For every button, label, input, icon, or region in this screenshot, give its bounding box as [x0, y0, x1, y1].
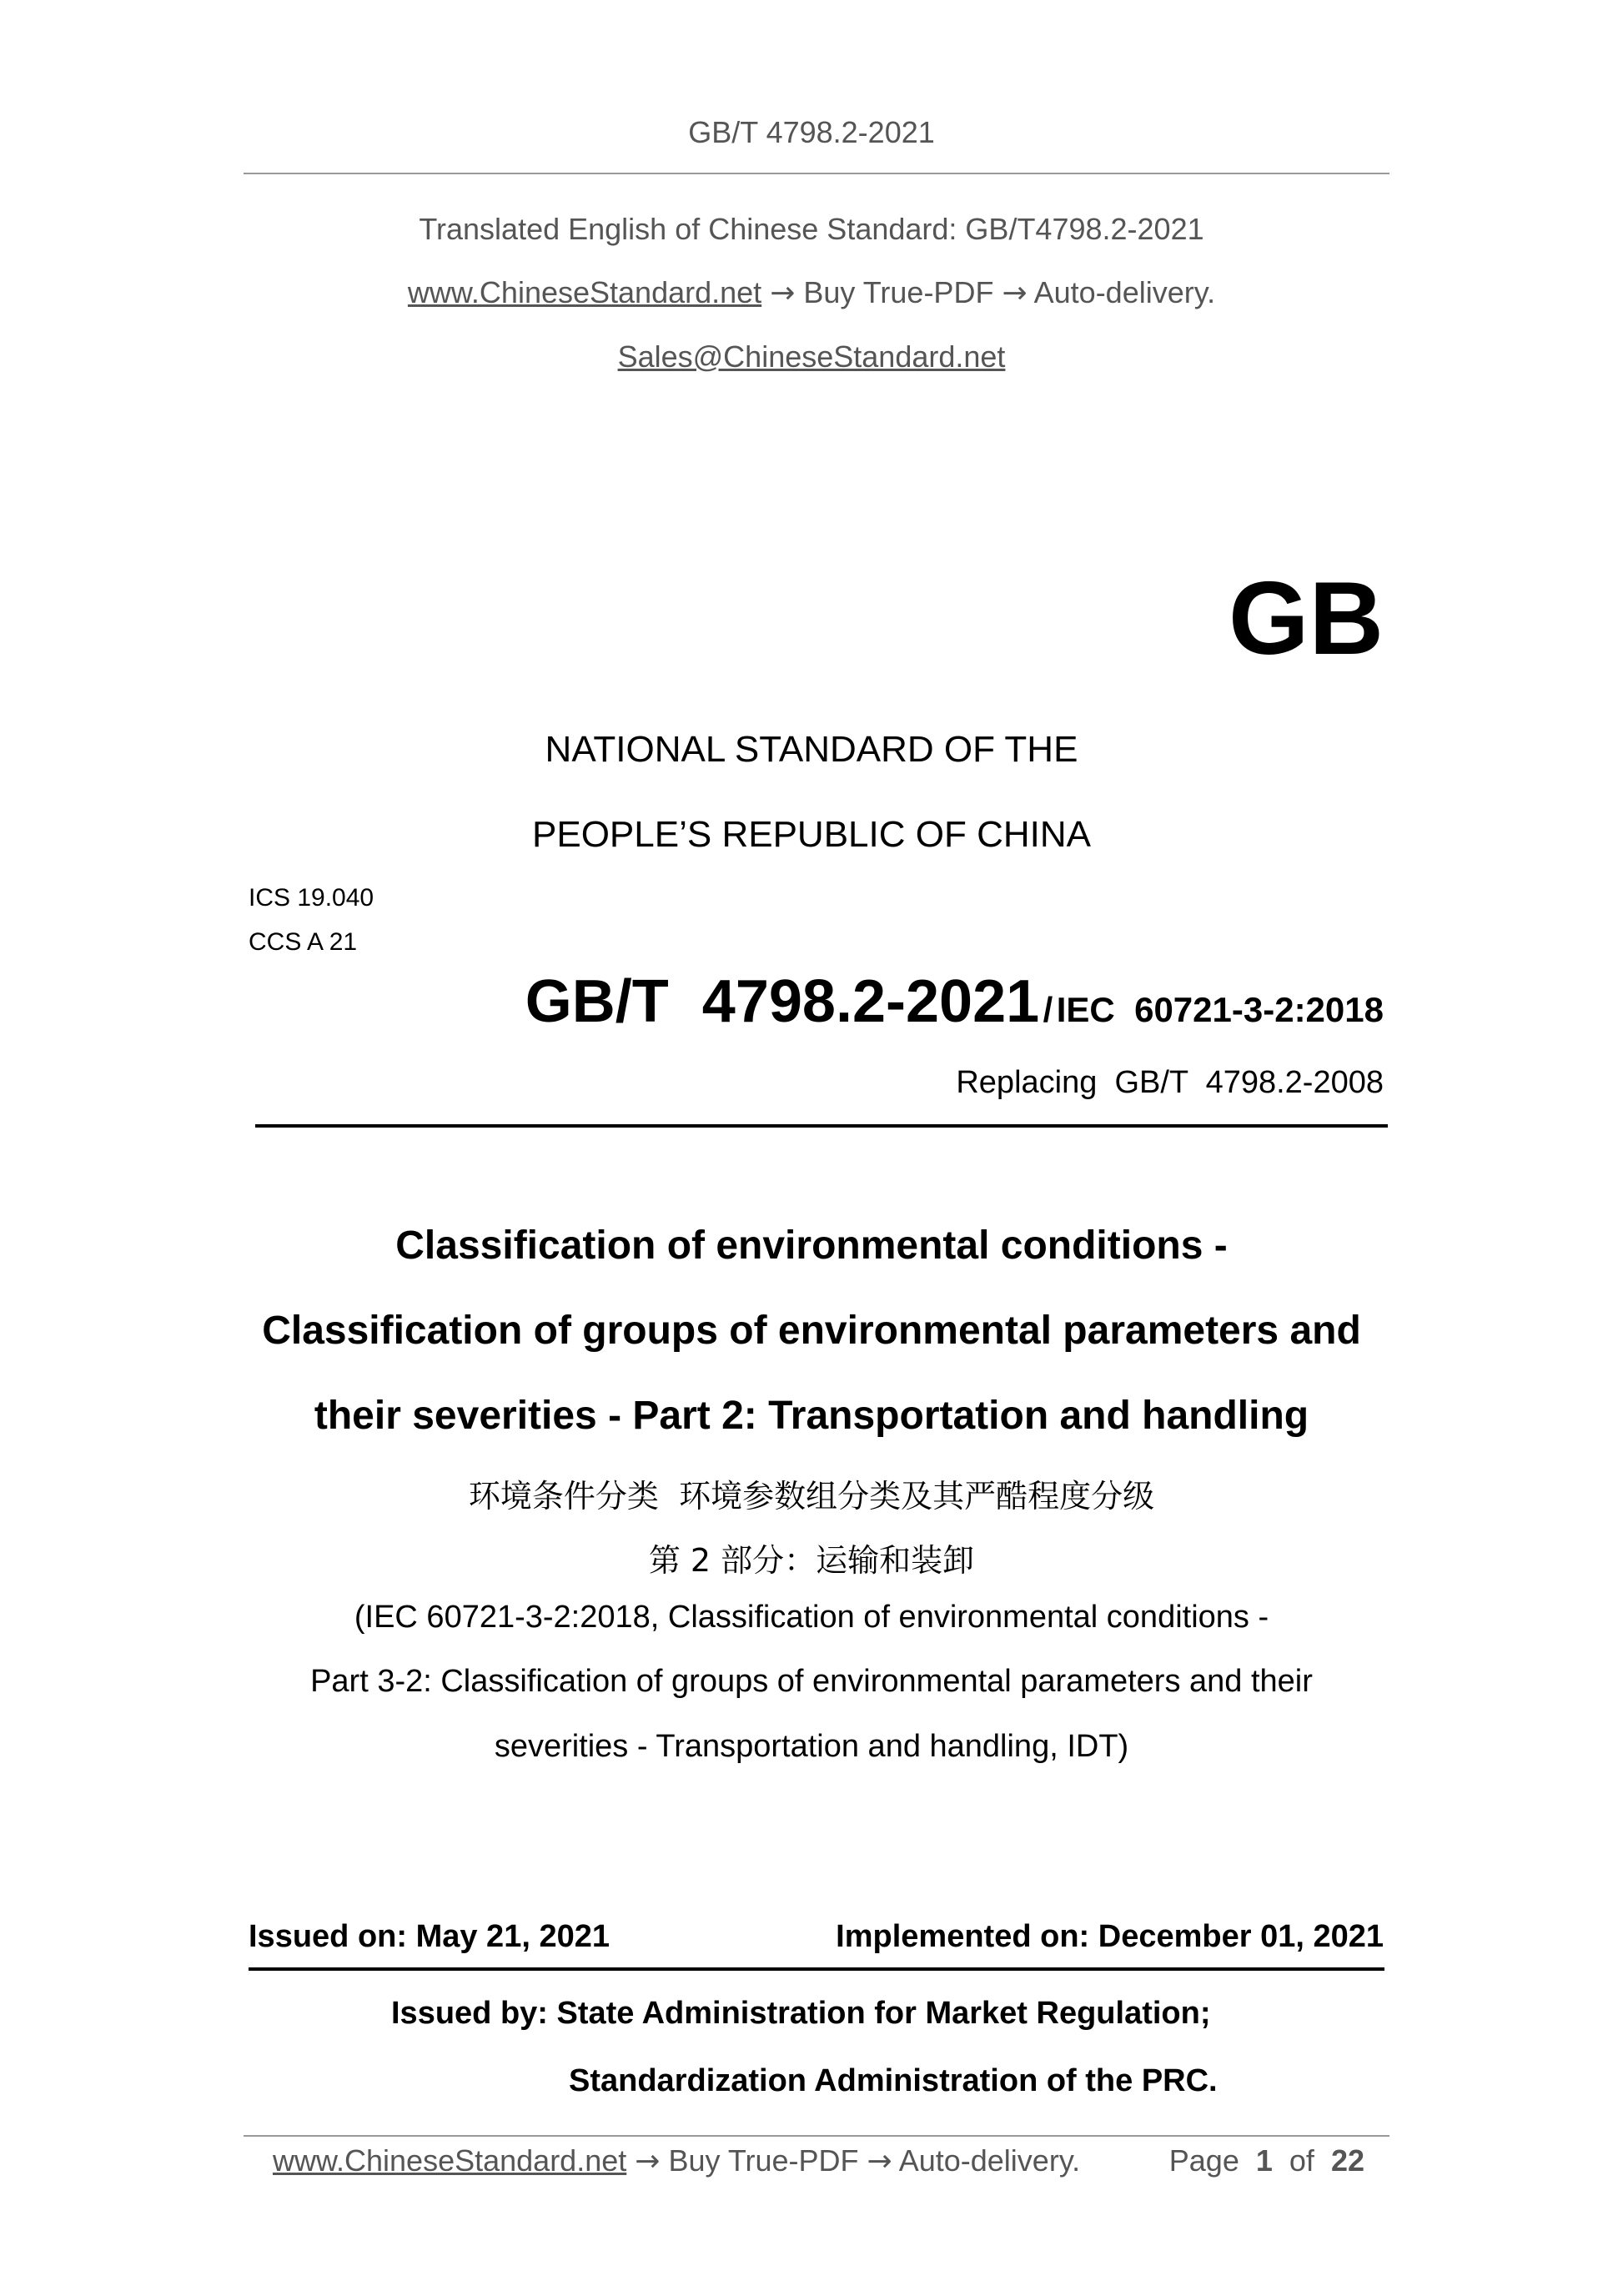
- issued-on: Issued on: May 21, 2021: [249, 1919, 610, 1954]
- issued-by-line-1: Issued by: State Administration for Market Regulation;: [391, 1996, 1211, 2031]
- gb-logo: GB: [1229, 561, 1384, 676]
- arrow-icon: →: [770, 276, 796, 310]
- translated-line: Translated English of Chinese Standard: GB/T4798.2-2021: [419, 212, 1204, 246]
- replacing-note: Replacing GB/T 4798.2-2008: [956, 1065, 1384, 1100]
- footer-divider: [244, 2135, 1389, 2137]
- purchase-line: [0, 275, 1623, 310]
- footer-auto-delivery-text: Auto-delivery.: [898, 2143, 1081, 2178]
- buy-text: Buy True-PDF: [803, 275, 994, 309]
- national-standard-line-1: NATIONAL STANDARD OF THE: [545, 729, 1078, 770]
- national-standard-line-2: PEOPLE’S REPUBLIC OF CHINA: [532, 814, 1091, 855]
- footer-site-link[interactable]: www.ChineseStandard.net: [273, 2143, 627, 2178]
- issued-by-line-2: Standardization Administration of the PRC.: [569, 2063, 1218, 2098]
- site-link[interactable]: www.ChineseStandard.net: [407, 275, 762, 309]
- iec-equivalence-line-1: (IEC 60721-3-2:2018, Classification of environmental conditions -: [354, 1600, 1269, 1635]
- iec-number: IEC 60721-3-2:2018: [1056, 990, 1384, 1029]
- running-header: GB/T 4798.2-2021: [688, 115, 935, 149]
- english-title-line-3: their severities - Part 2: Transportation and handling: [314, 1394, 1309, 1438]
- dates-divider: [249, 1967, 1384, 1971]
- email-link[interactable]: Sales@ChineseStandard.net: [617, 339, 1006, 374]
- auto-delivery-text: Auto-delivery.: [1033, 275, 1216, 309]
- ics-code: ICS 19.040: [249, 884, 374, 912]
- chinese-title-line-1: 环境条件分类 环境参数组分类及其严酷程度分级: [468, 1478, 1155, 1515]
- english-title-line-2: Classification of groups of environmental parameters and: [262, 1309, 1361, 1353]
- implemented-on: Implemented on: December 01, 2021: [836, 1919, 1384, 1954]
- page-total: 22: [1330, 2143, 1364, 2178]
- ccs-code: CCS A 21: [249, 928, 358, 956]
- email-line: [0, 339, 1623, 374]
- footer-purchase-line: [273, 2143, 1080, 2178]
- title-divider: [255, 1124, 1388, 1128]
- chinese-title-line-2: 第 2 部分：运输和装卸: [648, 1542, 975, 1579]
- iec-equivalence-line-2: Part 3-2: Classification of groups of environmental parameters and their: [310, 1664, 1313, 1699]
- header-divider: [244, 173, 1389, 174]
- arrow-icon: →: [867, 2144, 892, 2178]
- page-indicator: [1169, 2143, 1364, 2178]
- page-number: 1: [1255, 2143, 1273, 2178]
- arrow-icon: →: [1002, 276, 1028, 310]
- standard-number: GB/T 4798.2-2021: [525, 968, 1040, 1035]
- iec-equivalence-line-3: severities - Transportation and handling, IDT): [494, 1729, 1129, 1764]
- footer-buy-text: Buy True-PDF: [668, 2143, 859, 2178]
- of-label: of: [1289, 2143, 1314, 2178]
- arrow-icon: →: [635, 2144, 661, 2178]
- page-label: Page: [1168, 2143, 1239, 2178]
- slash-separator: /: [1043, 990, 1053, 1029]
- standard-number-block: [525, 968, 1384, 1035]
- english-title-line-1: Classification of environmental conditions -: [395, 1223, 1228, 1268]
